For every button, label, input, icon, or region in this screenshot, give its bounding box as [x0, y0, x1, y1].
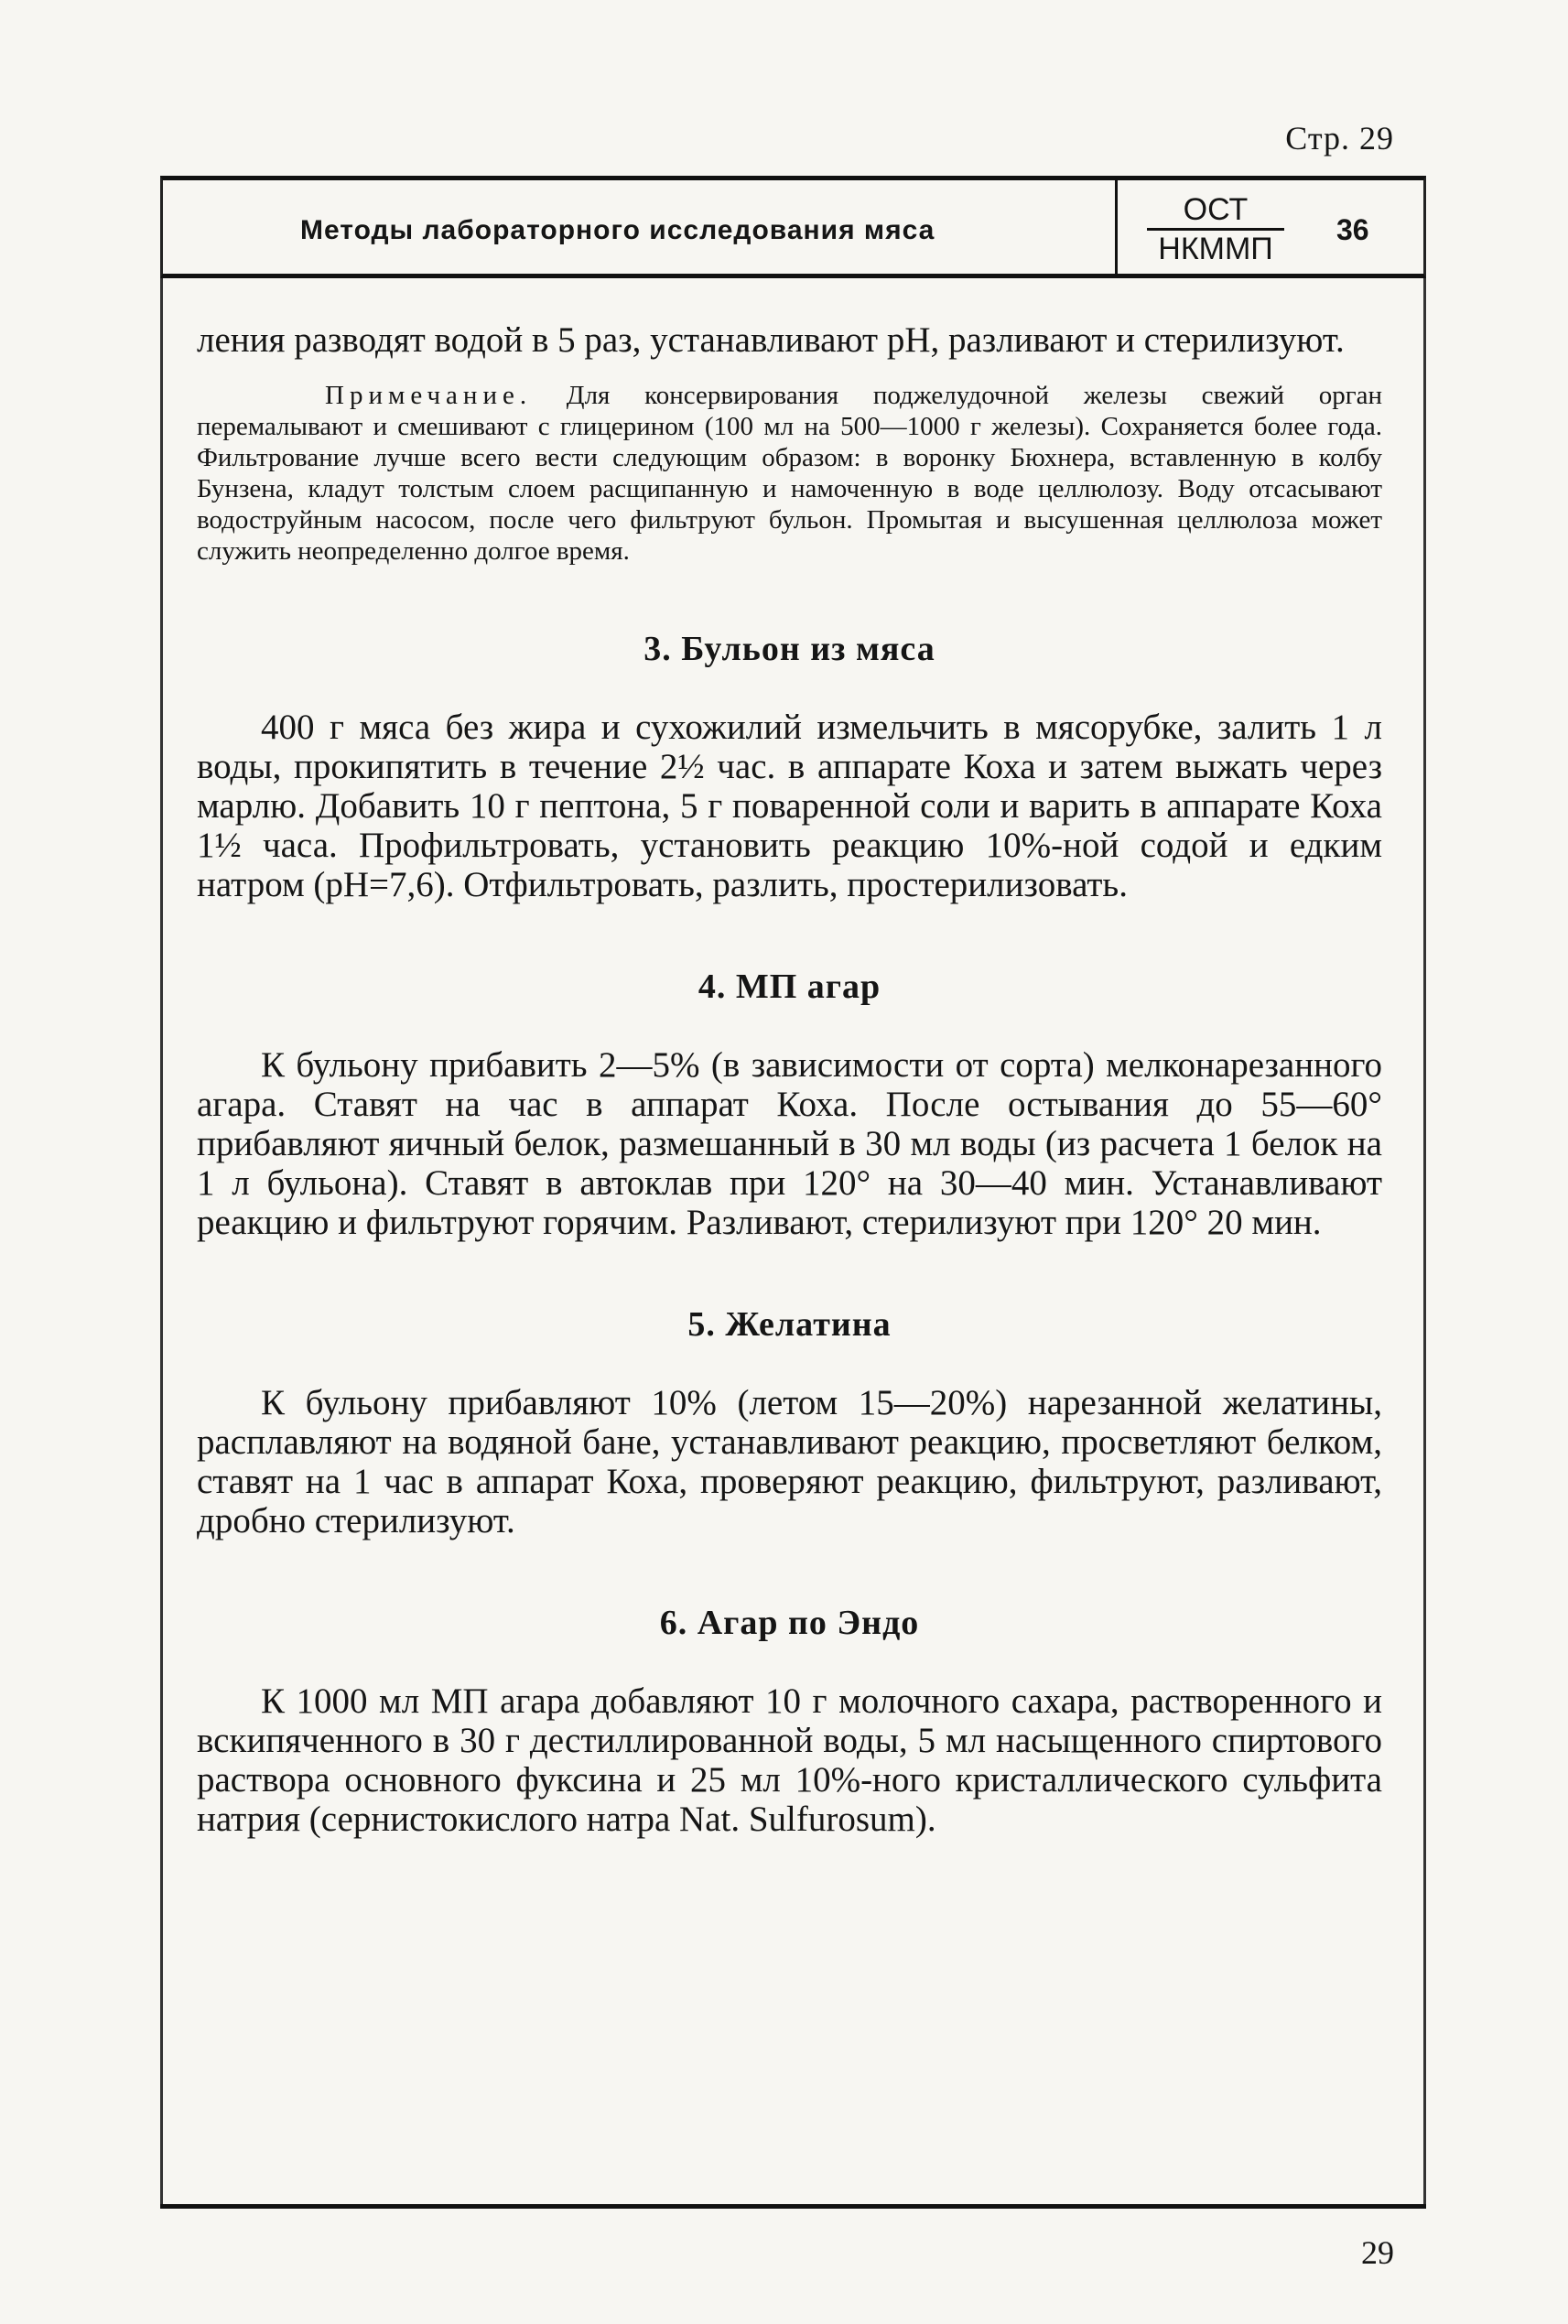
ministry-label: НКММП	[1158, 232, 1273, 266]
section-paragraph: К бульону прибавляют 10% (летом 15—20%) нарезанной желатины, расплавляют на водяной бане, устанавливают реакцию, просветляют белком, ставят на 1 час в аппарат Коха, проверяют реакцию, фильтруют, разливают, дробно стерилизуют.	[197, 1383, 1382, 1540]
standard-number: 36	[1336, 213, 1369, 246]
left-border	[160, 278, 163, 2204]
section-heading: 5. Желатина	[687, 1305, 892, 1344]
section-heading: 3. Бульон из мяса	[643, 630, 935, 668]
document-header	[160, 176, 1426, 278]
note-text: Для консервирования поджелудочной железы свежий орган перемалывают и смешивают с глицерином (100 мл на 500—1000 г железы). Сохраняется более года. Фильтрование лучше всего вести следующим образом: в воронку Бюхнера, вставленную в колбу Бунзена, кладут толстым слоем расщипанную и намоченную в воде целлюлозу. Воду отсасывают водоструйным насосом, после чего фильтруют бульон. Промытая и высушенная целлюлоза может служить неопределенно долгое время.	[197, 381, 1382, 566]
header-divider	[1115, 180, 1118, 274]
ost-label: ОСТ	[1147, 191, 1284, 231]
section-endo-agar	[197, 1603, 1382, 1839]
page-number-top: Стр. 29	[1285, 120, 1394, 157]
section-paragraph: К 1000 мл МП агара добавляют 10 г молочного сахара, растворенного и вскипяченного в 30 г дестиллированной воды, 5 мл насыщенного спиртового раствора основного фуксина и 25 мл 10%-ного кристаллического сульфита натрия (сернистокислого натра Nat. Sulfurosum).	[197, 1681, 1382, 1839]
right-border	[1423, 278, 1426, 2204]
section-mp-agar	[197, 967, 1382, 1242]
standard-code	[1147, 191, 1284, 267]
bottom-rule	[160, 2204, 1426, 2209]
header-title: Методы лабораторного исследования мяса	[300, 215, 935, 245]
section-heading: 4. МП агар	[697, 967, 881, 1006]
page-content	[197, 320, 1382, 1839]
section-heading: 6. Агар по Эндо	[659, 1604, 920, 1642]
page-number-bottom: 29	[1361, 2234, 1394, 2271]
note-label: Примечание.	[325, 381, 533, 410]
section-paragraph: К бульону прибавить 2—5% (в зависимости от сорта) мелконарезанного агара. Ставят на час в аппарат Коха. После остывания до 55—60° прибавляют яичный белок, размешанный в 30 мл воды (из расчета 1 белок на 1 л бульона). Ставят в автоклав при 120° на 30—40 мин. Устанавливают реакцию и фильтруют горячим. Разливают, стерилизуют при 120° 20 мин.	[197, 1045, 1382, 1242]
section-gelatin	[197, 1304, 1382, 1540]
continued-paragraph: ления разводят водой в 5 раз, устанавливают pH, разливают и стерилизуют.	[197, 320, 1345, 360]
section-paragraph: 400 г мяса без жира и сухожилий измельчить в мясорубке, залить 1 л воды, прокипятить в течение 2½ час. в аппарате Коха и затем выжать через марлю. Добавить 10 г пептона, 5 г поваренной соли и варить в аппарате Коха 1½ часа. Профильтровать, установить реакцию 10%-ной содой и едким натром (pH=7,6). Отфильтровать, разлить, простерилизовать.	[197, 708, 1382, 904]
note-paragraph	[197, 380, 1382, 567]
section-meat-broth	[197, 629, 1382, 904]
